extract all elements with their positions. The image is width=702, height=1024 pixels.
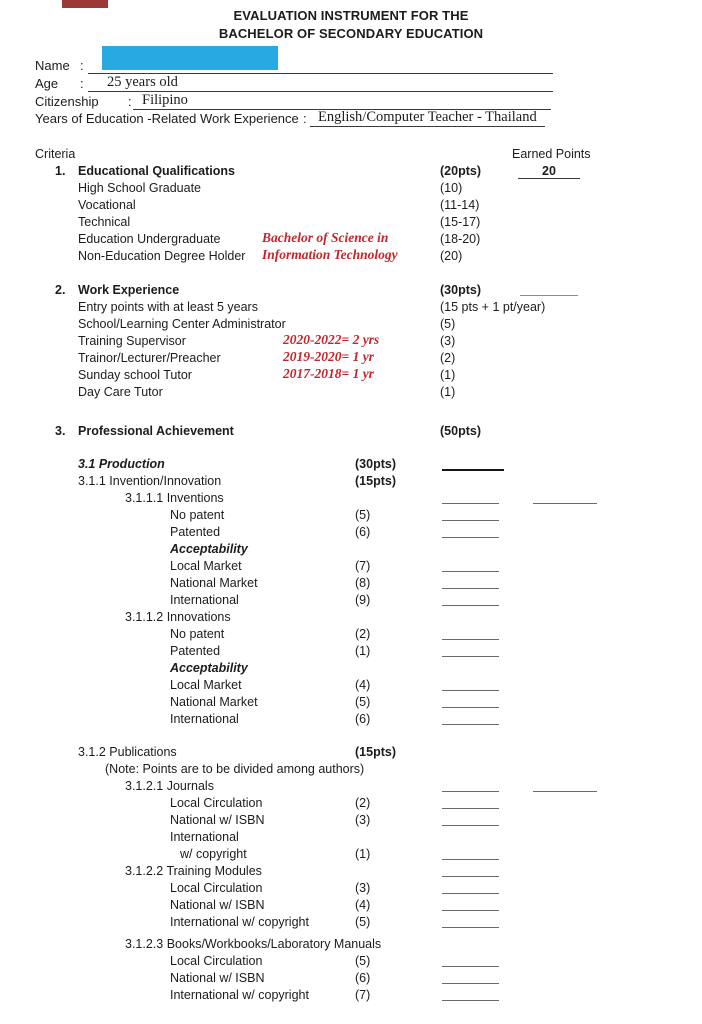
item-vocational bbox=[0, 197, 702, 214]
field-row-name bbox=[0, 58, 702, 76]
item-label: High School Graduate bbox=[78, 181, 201, 195]
earned-points-slot bbox=[442, 537, 499, 538]
item-label: National w/ ISBN bbox=[170, 971, 265, 985]
item-label: Local Market bbox=[170, 678, 242, 692]
spacer bbox=[0, 728, 702, 744]
subsection-innovations-row bbox=[0, 609, 702, 626]
points-value: (1) bbox=[355, 847, 371, 861]
section3-points: (50pts) bbox=[440, 424, 481, 438]
label-journals-international bbox=[0, 829, 702, 846]
item-label: Local Circulation bbox=[170, 954, 263, 968]
item-label: Technical bbox=[78, 215, 131, 229]
invention-title: 3.1.1 Invention/Innovation bbox=[78, 474, 222, 488]
subsection-training-modules-row bbox=[0, 863, 702, 880]
item-innovations-international bbox=[0, 711, 702, 728]
item-journals-national-isbn bbox=[0, 812, 702, 829]
item-label: National Market bbox=[170, 576, 258, 590]
section3-header-row bbox=[0, 423, 702, 440]
item-label: Trainor/Lecturer/Preacher bbox=[78, 351, 221, 365]
publications-title: 3.1.2 Publications bbox=[78, 745, 177, 759]
item-entry-points bbox=[0, 299, 702, 316]
books-title: 3.1.2.3 Books/Workbooks/Laboratory Manuals bbox=[125, 937, 382, 951]
publications-points: (15pts) bbox=[355, 745, 396, 759]
item-label: Patented bbox=[170, 644, 221, 658]
citizenship-colon: : bbox=[128, 94, 132, 109]
section2-title: Work Experience bbox=[78, 283, 180, 297]
item-inventions-international bbox=[0, 592, 702, 609]
section2-points: (30pts) bbox=[440, 283, 481, 297]
item-inventions-patented bbox=[0, 524, 702, 541]
earned-points-slot bbox=[442, 469, 504, 471]
points-value: (20) bbox=[440, 249, 463, 263]
handwritten-annotation: Bachelor of Science in bbox=[262, 230, 389, 245]
item-label: Day Care Tutor bbox=[78, 385, 163, 399]
item-label: National Market bbox=[170, 695, 258, 709]
section1-header-row bbox=[0, 163, 702, 180]
earned-points-slot bbox=[442, 825, 499, 826]
section2-header-row bbox=[0, 282, 702, 299]
earned-points-slot bbox=[442, 791, 499, 792]
points-value: (18-20) bbox=[440, 232, 481, 246]
item-books-international-copyright bbox=[0, 987, 702, 1004]
earned-points-slot-2 bbox=[533, 503, 597, 504]
points-value: (3) bbox=[355, 881, 371, 895]
item-label: Patented bbox=[170, 525, 221, 539]
item-label: School/Learning Center Administrator bbox=[78, 317, 286, 331]
earned-points-slot bbox=[442, 927, 499, 928]
work-experience-label: Years of Education -Related Work Experience bbox=[35, 111, 299, 126]
points-value: (9) bbox=[355, 593, 371, 607]
points-value: (6) bbox=[355, 971, 371, 985]
earned-points-slot bbox=[442, 588, 499, 589]
item-sunday-school-tutor bbox=[0, 367, 702, 384]
item-label: Training Supervisor bbox=[78, 334, 186, 348]
field-row-work-experience bbox=[0, 111, 702, 129]
item-label: Sunday school Tutor bbox=[78, 368, 192, 382]
points-value: (5) bbox=[355, 695, 371, 709]
earned-points-slot bbox=[442, 656, 499, 657]
citizenship-value: Filipino bbox=[142, 92, 188, 108]
points-value: (5) bbox=[355, 508, 371, 522]
subsection-journals-row bbox=[0, 778, 702, 795]
item-label: National w/ ISBN bbox=[170, 813, 265, 827]
points-value: (6) bbox=[355, 525, 371, 539]
section1-points: (20pts) bbox=[440, 164, 481, 178]
points-value: (2) bbox=[440, 351, 456, 365]
item-label: No patent bbox=[170, 627, 225, 641]
item-training-local-circulation bbox=[0, 880, 702, 897]
item-non-education-degree-holder bbox=[0, 248, 702, 265]
publications-note: (Note: Points are to be divided among authors) bbox=[105, 762, 365, 776]
earned-points-slot bbox=[442, 690, 499, 691]
earned-points-slot bbox=[442, 859, 499, 860]
points-value: (1) bbox=[355, 644, 371, 658]
subsection-books-row bbox=[0, 936, 702, 953]
item-label: Education Undergraduate bbox=[78, 232, 221, 246]
item-label: Entry points with at least 5 years bbox=[78, 300, 258, 314]
publications-note-row bbox=[0, 761, 702, 778]
item-inventions-local-market bbox=[0, 558, 702, 575]
earned-points-slot bbox=[442, 724, 499, 725]
item-label: Local Circulation bbox=[170, 796, 263, 810]
item-label: Non-Education Degree Holder bbox=[78, 249, 246, 263]
earned-points-slot bbox=[442, 966, 499, 967]
item-books-local-circulation bbox=[0, 953, 702, 970]
section1-earned-points: 20 bbox=[518, 163, 580, 179]
points-value: (6) bbox=[355, 712, 371, 726]
section1-title: Educational Qualifications bbox=[78, 164, 235, 178]
points-value: (15 pts + 1 pt/year) bbox=[440, 300, 546, 314]
section3-number: 3. bbox=[55, 424, 66, 438]
handwritten-annotation: 2019-2020= 1 yr bbox=[283, 349, 374, 364]
item-innovations-patented bbox=[0, 643, 702, 660]
work-experience-value: English/Computer Teacher - Thailand bbox=[318, 109, 537, 125]
handwritten-annotation: Information Technology bbox=[262, 247, 398, 262]
journals-title: 3.1.2.1 Journals bbox=[125, 779, 214, 793]
item-label: National w/ ISBN bbox=[170, 898, 265, 912]
item-label: International bbox=[170, 712, 239, 726]
name-label: Name bbox=[35, 58, 70, 73]
section2-number: 2. bbox=[55, 283, 66, 297]
corner-redaction-mark bbox=[62, 0, 108, 8]
points-value: (7) bbox=[355, 988, 371, 1002]
item-label: International w/ copyright bbox=[170, 988, 309, 1002]
earned-points-slot bbox=[442, 639, 499, 640]
points-value: (8) bbox=[355, 576, 371, 590]
handwritten-annotation: 2020-2022= 2 yrs bbox=[283, 332, 380, 347]
label-innovations-acceptability bbox=[0, 660, 702, 677]
earned-points-slot bbox=[442, 520, 499, 521]
points-value: (3) bbox=[440, 334, 456, 348]
item-books-national-isbn bbox=[0, 970, 702, 987]
item-label: Local Market bbox=[170, 559, 242, 573]
points-value: (1) bbox=[440, 385, 456, 399]
points-value: (10) bbox=[440, 181, 463, 195]
training-modules-title: 3.1.2.2 Training Modules bbox=[125, 864, 262, 878]
points-value: (2) bbox=[355, 796, 371, 810]
item-label: International bbox=[170, 830, 239, 844]
criteria-heading: Criteria bbox=[35, 147, 76, 161]
name-colon: : bbox=[80, 58, 84, 73]
item-high-school-graduate bbox=[0, 180, 702, 197]
points-value: (11-14) bbox=[440, 198, 480, 212]
age-value: 25 years old bbox=[107, 74, 178, 90]
item-day-care-tutor bbox=[0, 384, 702, 401]
earned-points-slot bbox=[442, 983, 499, 984]
criteria-table bbox=[0, 146, 702, 1004]
points-value: (5) bbox=[355, 915, 371, 929]
earned-points-slot bbox=[442, 571, 499, 572]
item-training-international-copyright bbox=[0, 914, 702, 931]
item-innovations-national-market bbox=[0, 694, 702, 711]
production-title: 3.1 Production bbox=[78, 457, 165, 471]
citizenship-label: Citizenship bbox=[35, 94, 99, 109]
earned-points-slot bbox=[442, 707, 499, 708]
work-experience-colon: : bbox=[303, 111, 307, 126]
item-label: w/ copyright bbox=[180, 847, 247, 861]
earned-points-heading: Earned Points bbox=[512, 147, 591, 161]
item-training-national-isbn bbox=[0, 897, 702, 914]
points-value: (3) bbox=[355, 813, 371, 827]
item-journals-w-copyright bbox=[0, 846, 702, 863]
points-value: (2) bbox=[355, 627, 371, 641]
earned-points-slot bbox=[442, 808, 499, 809]
section2-earned-points-slot bbox=[520, 295, 578, 296]
item-inventions-national-market bbox=[0, 575, 702, 592]
earned-points-slot bbox=[442, 893, 499, 894]
points-value: (1) bbox=[440, 368, 456, 382]
age-colon: : bbox=[80, 76, 84, 91]
criteria-header-row bbox=[0, 146, 702, 163]
section1-number: 1. bbox=[55, 164, 66, 178]
spacer bbox=[0, 401, 702, 423]
points-value: (5) bbox=[355, 954, 371, 968]
innovations-title: 3.1.1.2 Innovations bbox=[125, 610, 231, 624]
item-label: Acceptability bbox=[170, 661, 248, 675]
section3-title: Professional Achievement bbox=[78, 424, 234, 438]
earned-points-slot bbox=[442, 1000, 499, 1001]
handwritten-annotation: 2017-2018= 1 yr bbox=[283, 366, 374, 381]
field-row-age bbox=[0, 76, 702, 94]
points-value: (15-17) bbox=[440, 215, 481, 229]
subsection-invention-innovation-row bbox=[0, 473, 702, 490]
item-inventions-no-patent bbox=[0, 507, 702, 524]
item-label: Vocational bbox=[78, 198, 136, 212]
earned-points-slot bbox=[442, 605, 499, 606]
inventions-title: 3.1.1.1 Inventions bbox=[125, 491, 224, 505]
item-label: No patent bbox=[170, 508, 225, 522]
item-label: Acceptability bbox=[170, 542, 248, 556]
points-value: (7) bbox=[355, 559, 371, 573]
item-innovations-no-patent bbox=[0, 626, 702, 643]
item-journals-local-circulation bbox=[0, 795, 702, 812]
invention-points: (15pts) bbox=[355, 474, 396, 488]
age-label: Age bbox=[35, 76, 59, 91]
subsection-production-row bbox=[0, 456, 702, 473]
document-title-line2: BACHELOR OF SECONDARY EDUCATION bbox=[218, 26, 484, 41]
subsection-publications-row bbox=[0, 744, 702, 761]
earned-points-slot bbox=[442, 876, 499, 877]
document-title-line1: EVALUATION INSTRUMENT FOR THE bbox=[233, 8, 469, 23]
item-innovations-local-market bbox=[0, 677, 702, 694]
spacer bbox=[0, 265, 702, 282]
work-experience-underline bbox=[310, 126, 545, 127]
production-points: (30pts) bbox=[355, 457, 396, 471]
item-label: International bbox=[170, 593, 239, 607]
points-value: (4) bbox=[355, 678, 371, 692]
earned-points-slot bbox=[442, 503, 499, 504]
subsection-inventions-row bbox=[0, 490, 702, 507]
points-value: (4) bbox=[355, 898, 371, 912]
points-value: (5) bbox=[440, 317, 456, 331]
spacer bbox=[0, 440, 702, 456]
earned-points-slot bbox=[442, 910, 499, 911]
item-label: Local Circulation bbox=[170, 881, 263, 895]
label-inventions-acceptability bbox=[0, 541, 702, 558]
item-label: International w/ copyright bbox=[170, 915, 309, 929]
earned-points-slot-2 bbox=[533, 791, 597, 792]
